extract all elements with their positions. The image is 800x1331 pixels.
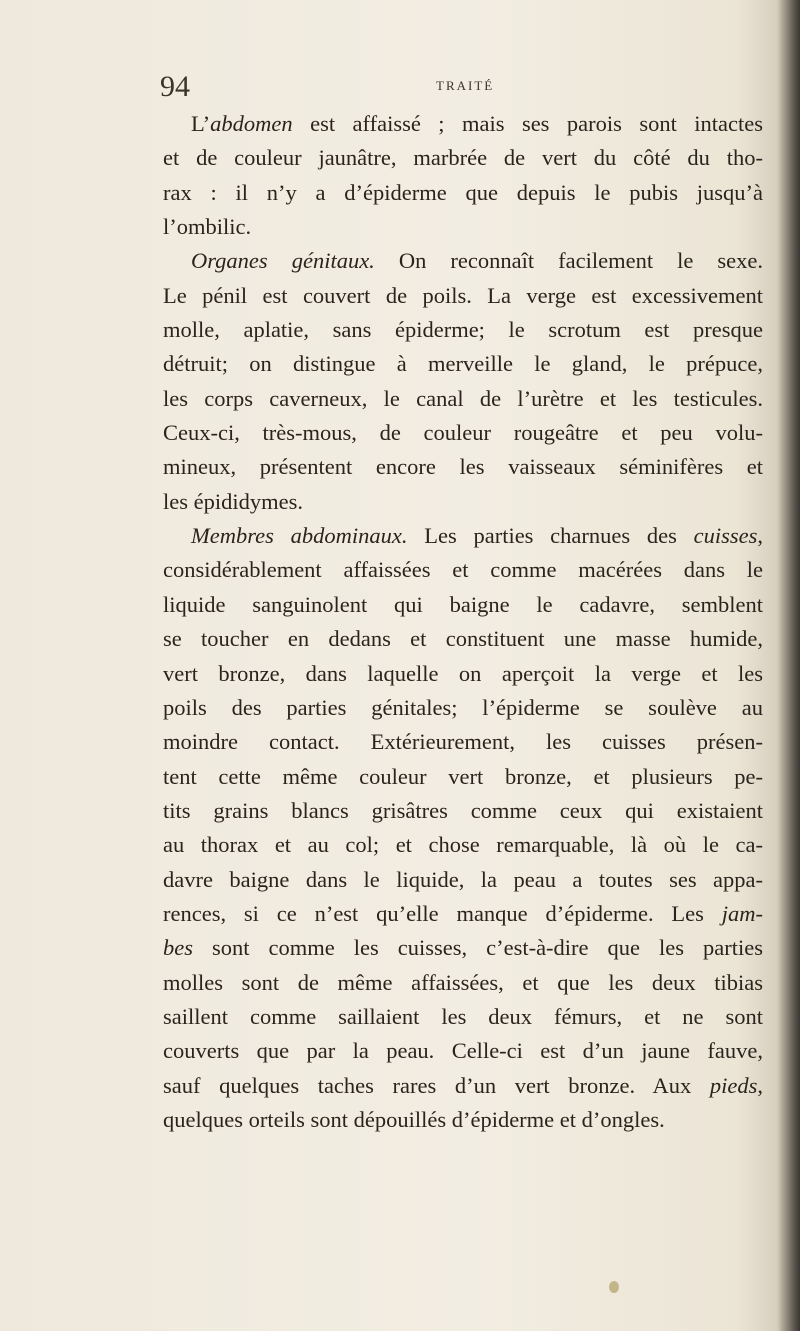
text-run: molle, aplatie, sans épiderme; le scrotum est presque <box>163 317 763 343</box>
text-run: vert bronze, dans laquelle on aperçoit la verge et les <box>163 660 763 686</box>
text-run: sauf quelques taches rares d’un vert bronze. Aux <box>163 1072 710 1098</box>
paper-stain <box>609 1281 619 1293</box>
text-run: sont comme les cuisses, c’est-à-dire que les parties <box>193 935 763 961</box>
italic-run: abdomen <box>210 111 293 136</box>
italic-run: cuisses <box>693 523 758 549</box>
text-line <box>163 450 763 484</box>
text-line <box>163 244 763 278</box>
page-number: 94 <box>160 70 190 103</box>
text-run: Ceux-ci, très-mous, de couleur rougeâtre et peu volu- <box>163 420 763 446</box>
text-line <box>163 828 763 862</box>
text-run: les épididymes. <box>163 488 303 514</box>
italic-run: jam- <box>721 900 763 926</box>
text-line <box>163 931 763 965</box>
text-run: l’ombilic. <box>163 214 252 240</box>
text-line <box>163 210 763 244</box>
body-text <box>163 107 763 1137</box>
text-run: considérablement affaissées et comme macérées dans le <box>163 557 763 583</box>
text-line <box>163 897 763 931</box>
text-run: tits grains blancs grisâtres comme ceux qui existaient <box>163 797 763 823</box>
text-line <box>163 382 763 416</box>
running-head: TRAITÉ <box>436 78 495 93</box>
text-run: les corps caverneux, le canal de l’urètre et les testicules. <box>163 385 763 411</box>
text-run: , <box>757 1072 763 1098</box>
text-line <box>163 141 763 175</box>
text-run: molles sont de même affaissées, et que les deux tibias <box>163 969 763 995</box>
italic-run: bes <box>163 935 193 961</box>
text-run: Le pénil est couvert de poils. La verge est excessivement <box>163 282 763 308</box>
text-run: L’ <box>191 111 211 136</box>
text-line <box>163 622 763 656</box>
text-line <box>163 657 763 691</box>
text-line <box>163 1103 763 1137</box>
italic-run: Organes génitaux. <box>191 248 375 274</box>
text-run: liquide sanguinolent qui baigne le cadavre, semblent <box>163 591 763 617</box>
page-header <box>160 70 580 110</box>
text-run: au thorax et au col; et chose remarquable, là où le ca- <box>163 832 763 858</box>
text-line <box>163 725 763 759</box>
text-line <box>163 416 763 450</box>
text-line <box>163 794 763 828</box>
text-line <box>163 1069 763 1103</box>
text-line <box>163 588 763 622</box>
text-run: On reconnaît facilement le sexe. <box>374 248 763 274</box>
text-line <box>163 347 763 381</box>
text-run: moindre contact. Extérieurement, les cuisses présen- <box>163 729 763 755</box>
text-line <box>163 519 763 553</box>
text-line <box>163 966 763 1000</box>
text-line <box>163 1000 763 1034</box>
text-line <box>163 760 763 794</box>
text-run: quelques orteils sont dépouillés d’épiderme et d’ongles. <box>163 1106 665 1132</box>
text-run: Les parties charnues des <box>407 523 694 549</box>
text-line <box>163 691 763 725</box>
text-run: est affaissé ; mais ses parois sont intactes <box>292 111 763 136</box>
text-run: poils des parties génitales; l’épiderme se soulève au <box>163 694 763 720</box>
italic-run: pieds <box>709 1072 758 1098</box>
text-run: et de couleur jaunâtre, marbrée de vert du côté du tho- <box>163 145 763 171</box>
text-run: couverts que par la peau. Celle-ci est d’un jaune fauve, <box>163 1038 763 1064</box>
text-run: mineux, présentent encore les vaisseaux séminifères et <box>163 454 763 480</box>
page-binding-shadow <box>778 0 800 1331</box>
text-run: se toucher en dedans et constituent une masse humide, <box>163 626 763 652</box>
text-run: , <box>757 523 763 549</box>
text-line <box>163 485 763 519</box>
text-run: rax : il n’y a d’épiderme que depuis le pubis jusqu’à <box>163 179 763 205</box>
text-run: tent cette même couleur vert bronze, et plusieurs pe- <box>163 763 763 789</box>
text-line <box>163 107 763 141</box>
text-line <box>163 313 763 347</box>
text-line <box>163 1034 763 1068</box>
text-run: saillent comme saillaient les deux fémurs, et ne sont <box>163 1003 763 1029</box>
text-line <box>163 863 763 897</box>
text-run: davre baigne dans le liquide, la peau a toutes ses appa- <box>163 866 763 892</box>
text-line <box>163 553 763 587</box>
text-run: détruit; on distingue à merveille le gland, le prépuce, <box>163 351 763 377</box>
text-run: rences, si ce n’est qu’elle manque d’épiderme. Les <box>163 900 722 926</box>
text-line <box>163 176 763 210</box>
italic-run: Membres abdominaux. <box>191 523 408 549</box>
text-line <box>163 279 763 313</box>
